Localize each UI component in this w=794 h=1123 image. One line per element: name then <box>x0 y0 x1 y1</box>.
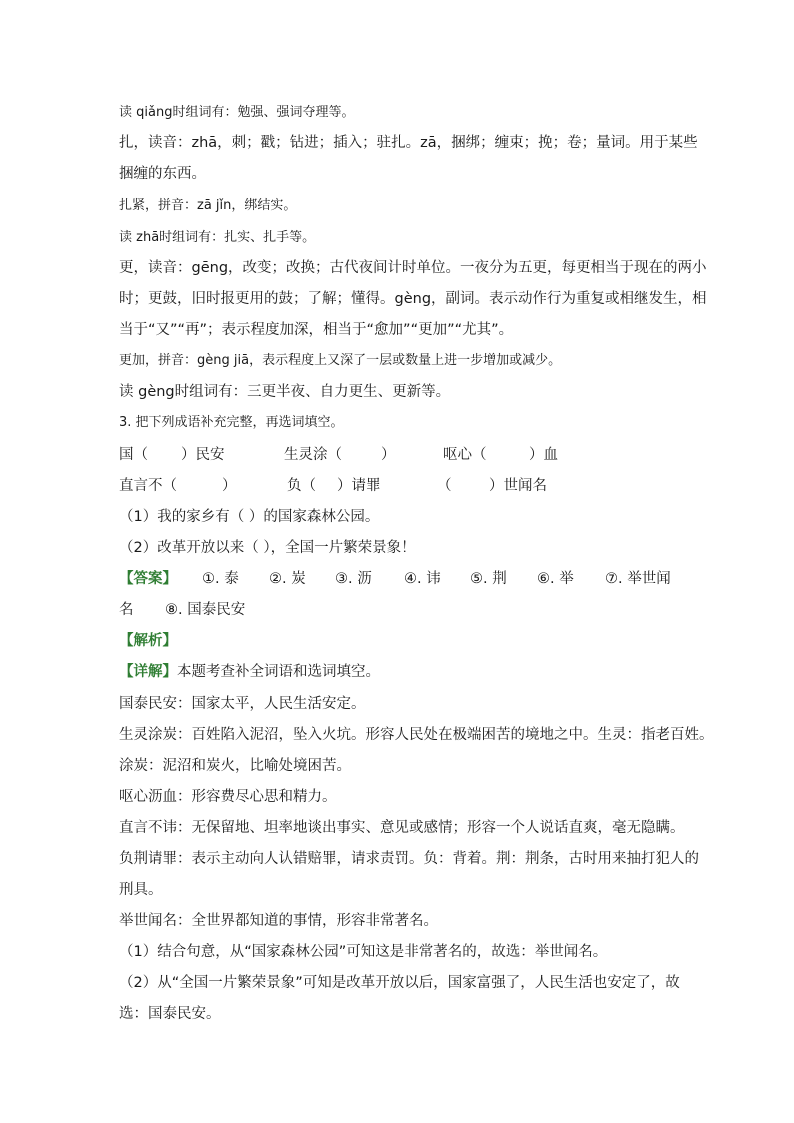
idiom-part: ）血 <box>529 447 558 463</box>
text-line: 时；更鼓，旧时报更用的鼓；了解；懂得。gèng，副词。表示动作行为重复或相继发生，相 <box>119 291 707 307</box>
explanation-line: 选：国泰民安。 <box>119 1006 221 1022</box>
answer-item: ⑧. 国泰民安 <box>165 602 246 618</box>
idiom-part: ）请罪 <box>337 478 381 494</box>
answer-item: ②. 炭 <box>269 571 306 587</box>
analysis-tag: 【解析】 <box>119 633 177 649</box>
answer-item: 名 <box>119 602 134 618</box>
text-line: 更加，拼音：gèng jiā，表示程度上又深了一层或数量上进一步增加或减少。 <box>119 353 562 368</box>
answer-item: ①. 泰 <box>202 571 239 587</box>
answer-item: ⑥. 举 <box>537 571 574 587</box>
text-line: 读 qiǎng时组词有：勉强、强词夺理等。 <box>119 105 355 120</box>
text-line: 读 zhā时组词有：扎实、扎手等。 <box>119 230 316 245</box>
idiom-part: 直言不（ <box>119 478 177 494</box>
idiom-part: 负（ <box>287 478 316 494</box>
text-line: 扎紧，拼音：zā jǐn，绑结实。 <box>119 198 297 213</box>
idiom-part: ）民安 <box>181 447 225 463</box>
idiom-part: 呕心（ <box>443 447 487 463</box>
answer-item: ⑤. 荆 <box>470 571 507 587</box>
idiom-part: （ <box>437 478 452 494</box>
answer-item: ④. 讳 <box>404 571 441 587</box>
sub-question: （2）改革开放以来（ ），全国一片繁荣景象！ <box>119 540 416 556</box>
explanation-line: 涂炭：泥沼和炭火，比喻处境困苦。 <box>119 758 351 774</box>
text-line: 捆缠的东西。 <box>119 166 206 182</box>
answer-item: ③. 沥 <box>335 571 372 587</box>
text-line: 扎，读音：zhā，刺；戳；钻进；插入；驻扎。zā，捆绑；缠束；挽；卷；量词。用于某些 <box>119 135 698 151</box>
question-title: 3. 把下列成语补充完整，再选词填空。 <box>119 415 344 430</box>
explanation-line: （1）结合句意，从“国家森林公园”可知这是非常著名的，故选：举世闻名。 <box>119 944 608 960</box>
detail-tag: 【详解】 <box>119 664 177 680</box>
text-line: 当于“又”“再”；表示程度加深，相当于“愈加”“更加”“尤其”。 <box>119 322 514 338</box>
explanation-line: 直言不讳：无保留地、坦率地谈出事实、意见或感情；形容一个人说话直爽，毫无隐瞒。 <box>119 820 685 836</box>
idiom-part: 生灵涂（ <box>284 447 342 463</box>
explanation-line: 生灵涂炭：百姓陷入泥沼，坠入火坑。形容人民处在极端困苦的境地之中。生灵：指老百姓。 <box>119 727 714 743</box>
text-line: 更，读音：gēng，改变；改换；古代夜间计时单位。一夜分为五更，每更相当于现在的两小 <box>119 260 707 276</box>
answer-tag: 【答案】 <box>119 571 177 587</box>
explanation-line: 国泰民安：国家太平，人民生活安定。 <box>119 696 366 712</box>
detail-text: 本题考查补全词语和选词填空。 <box>177 664 380 680</box>
idiom-part: ） <box>381 447 396 463</box>
explanation-line: 刑具。 <box>119 882 163 898</box>
explanation-line: 呕心沥血：形容费尽心思和精力。 <box>119 789 337 805</box>
idiom-part: 国（ <box>119 447 148 463</box>
explanation-line: 负荆请罪：表示主动向人认错赔罪，请求责罚。负：背着。荆：荆条，古时用来抽打犯人的 <box>119 851 699 867</box>
text-line: 读 gèng时组词有：三更半夜、自力更生、更新等。 <box>119 384 451 400</box>
answer-item: ⑦. 举世闻 <box>605 571 671 587</box>
detail-line <box>119 662 380 682</box>
explanation-line: （2）从“全国一片繁荣景象”可知是改革开放以后，国家富强了，人民生活也安定了，故 <box>119 975 680 991</box>
idiom-part: ）世闻名 <box>489 478 547 494</box>
sub-question: （1）我的家乡有（ ）的国家森林公园。 <box>119 509 380 525</box>
idiom-part: ） <box>222 478 237 494</box>
explanation-line: 举世闻名：全世界都知道的事情，形容非常著名。 <box>119 913 438 929</box>
